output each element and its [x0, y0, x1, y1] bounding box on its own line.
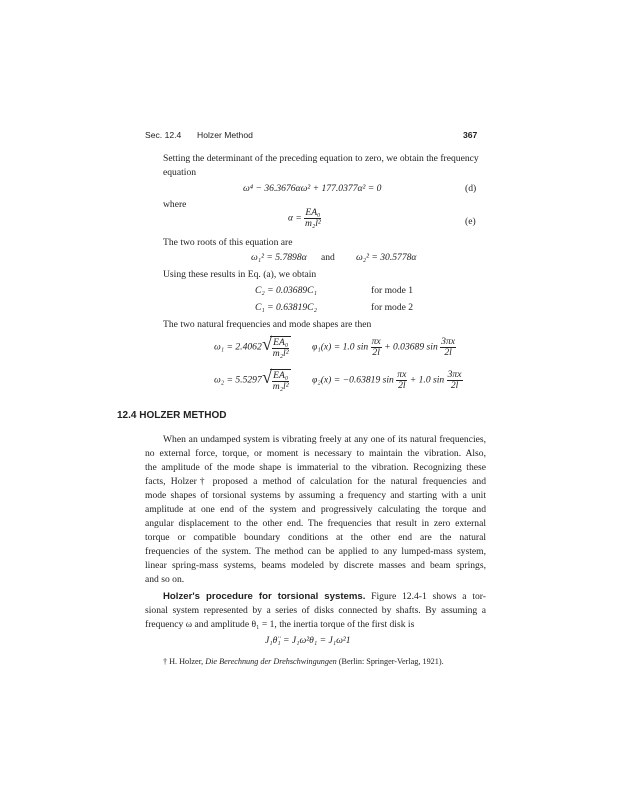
- omega-2-lhs: ω₂ = 5.5297: [214, 374, 262, 386]
- intro-line-1: Setting the determinant of the preceding equation to zero, we obtain the frequency: [163, 153, 479, 164]
- alpha-lhs: α =: [288, 212, 302, 224]
- omega-2-sqrt-denominator: m₂l²: [272, 381, 289, 392]
- para1-line: angular displacement to the other end. The frequencies that result in zero external: [145, 518, 486, 529]
- omega-2-row: [214, 369, 463, 392]
- omega-1-row: [214, 336, 456, 359]
- para2-line: sional system represented by a series of disks connected by shafts. By assuming a: [145, 605, 486, 616]
- phi-1-plus-term: + 0.03689 sin: [384, 341, 438, 353]
- mode-1-ratio: C₂ = 0.03689C₁: [255, 285, 317, 296]
- footnote-title: Die Berechnung der Drehschwingungen: [205, 657, 337, 666]
- alpha-definition: [288, 208, 321, 229]
- phi-1-f2-denominator: 2l: [444, 347, 452, 358]
- using-results-text: Using these results in Eq. (a), we obtain: [163, 269, 317, 280]
- omega-2-sqrt-numerator: √ EA₀: [273, 370, 289, 381]
- page-number: 367: [463, 130, 478, 140]
- phi-2-f1-numerator: πx: [397, 369, 407, 380]
- equation-label-e: (e): [465, 216, 476, 227]
- mode-2-label: for mode 2: [371, 302, 414, 313]
- phi-2-f2-numerator: 3πx: [447, 369, 462, 380]
- holzer-procedure-paragraph: [145, 590, 486, 632]
- omega-2-sqrt: [270, 369, 291, 392]
- phi-1-f2-numerator: 3πx: [441, 336, 456, 347]
- para1-line: torque or compatible boundary conditions at the other end are the natural: [145, 532, 486, 543]
- para1-line: mode shapes of torsional systems by assuming a frequency and starting with a unit: [145, 490, 486, 501]
- phi-1-f1-numerator: πx: [371, 336, 381, 347]
- footnote-prefix: † H. Holzer,: [163, 657, 206, 666]
- phi-1-fraction-2: [440, 337, 456, 358]
- para2-first-rest: Figure 12.4-1 shows a tor-: [371, 591, 486, 602]
- omega-1-sqrt-denominator: m₂l²: [272, 348, 289, 359]
- phi-2-fraction-2: [447, 370, 463, 391]
- natural-frequencies-intro: The two natural frequencies and mode shapes are then: [163, 319, 372, 330]
- frequency-equation: ω⁴ − 36.3676αω² + 177.0377α² = 0: [243, 183, 382, 194]
- mode-1-label: for mode 1: [371, 285, 414, 296]
- para1-line: amplitude at one end of the system and progressively calculating the torque and: [145, 504, 486, 515]
- roots-and: and: [321, 252, 335, 263]
- para1-line: and so on.: [145, 574, 185, 585]
- footnote: [163, 657, 444, 666]
- omega-1-sqrt-numerator: √ EA₀: [273, 337, 289, 348]
- root-2: ω₂² = 30.5778α: [356, 252, 417, 263]
- intro-line-2: equation: [163, 167, 197, 178]
- phi-1-f1-denominator: 2l: [372, 347, 380, 358]
- phi-1-fraction-1: [371, 337, 382, 358]
- run-in-heading: Holzer's procedure for torsional systems.: [163, 591, 366, 602]
- roots-intro: The two roots of this equation are: [163, 237, 293, 248]
- alpha-denominator: m₂l²: [304, 218, 321, 229]
- para1-line: facts, Holzer† proposed a method of calculation for the natural frequencies and: [145, 476, 486, 487]
- para1-line: When an undamped system is vibrating freely at any one of its natural frequencies,: [163, 434, 486, 445]
- where-text: where: [163, 199, 187, 210]
- mode-2-ratio: C₁ = 0.63819C₂: [255, 302, 317, 313]
- phi-2-f2-denominator: 2l: [450, 380, 459, 391]
- running-header-title: Holzer Method: [197, 130, 253, 140]
- para2-line: frequency ω and amplitude θ₁ = 1, the inertia torque of the first disk is: [145, 619, 415, 630]
- para2-first-line: [145, 590, 486, 604]
- omega-1-lhs: ω₁ = 2.4062: [214, 341, 262, 353]
- omega-1-sqrt: [270, 336, 291, 359]
- phi-2-plus-term: + 1.0 sin: [409, 374, 445, 386]
- section-heading: 12.4 HOLZER METHOD: [117, 410, 227, 421]
- phi-2-f1-denominator: 2l: [398, 380, 406, 391]
- phi-2-fraction-1: [396, 370, 407, 391]
- phi-2-lhs: φ₂(x) = −0.63819 sin: [312, 374, 394, 386]
- alpha-fraction: [304, 208, 321, 229]
- para1-line: linear spring-mass systems, beams modeled by discrete masses and beam springs,: [145, 560, 486, 571]
- root-1: ω₁² = 5.7898α: [251, 252, 307, 263]
- alpha-numerator: EA₀: [305, 207, 321, 218]
- para1-line: no external force, torque, or moment is necessary to maintain the vibration. Also,: [145, 448, 486, 459]
- para1-line: the amplitude of the mode shape is immaterial to the vibration. Recognizing these: [145, 462, 486, 473]
- footnote-suffix: (Berlin: Springer-Verlag, 1921).: [336, 657, 444, 666]
- equation-label-d: (d): [465, 183, 477, 194]
- holzer-intro-paragraph: [145, 433, 486, 587]
- inertia-torque-equation: J₁θ̈₁ = J₁ω²θ₁ = J₁ω²1: [265, 635, 351, 646]
- running-header-section: Sec. 12.4: [145, 130, 182, 140]
- phi-1-lhs: φ₁(x) = 1.0 sin: [312, 341, 369, 353]
- para1-line: frequencies of the system. The method can be applied to any lumped-mass system,: [145, 546, 486, 557]
- omega-2-sqrt-fraction: [272, 371, 289, 392]
- omega-1-sqrt-fraction: [272, 338, 289, 359]
